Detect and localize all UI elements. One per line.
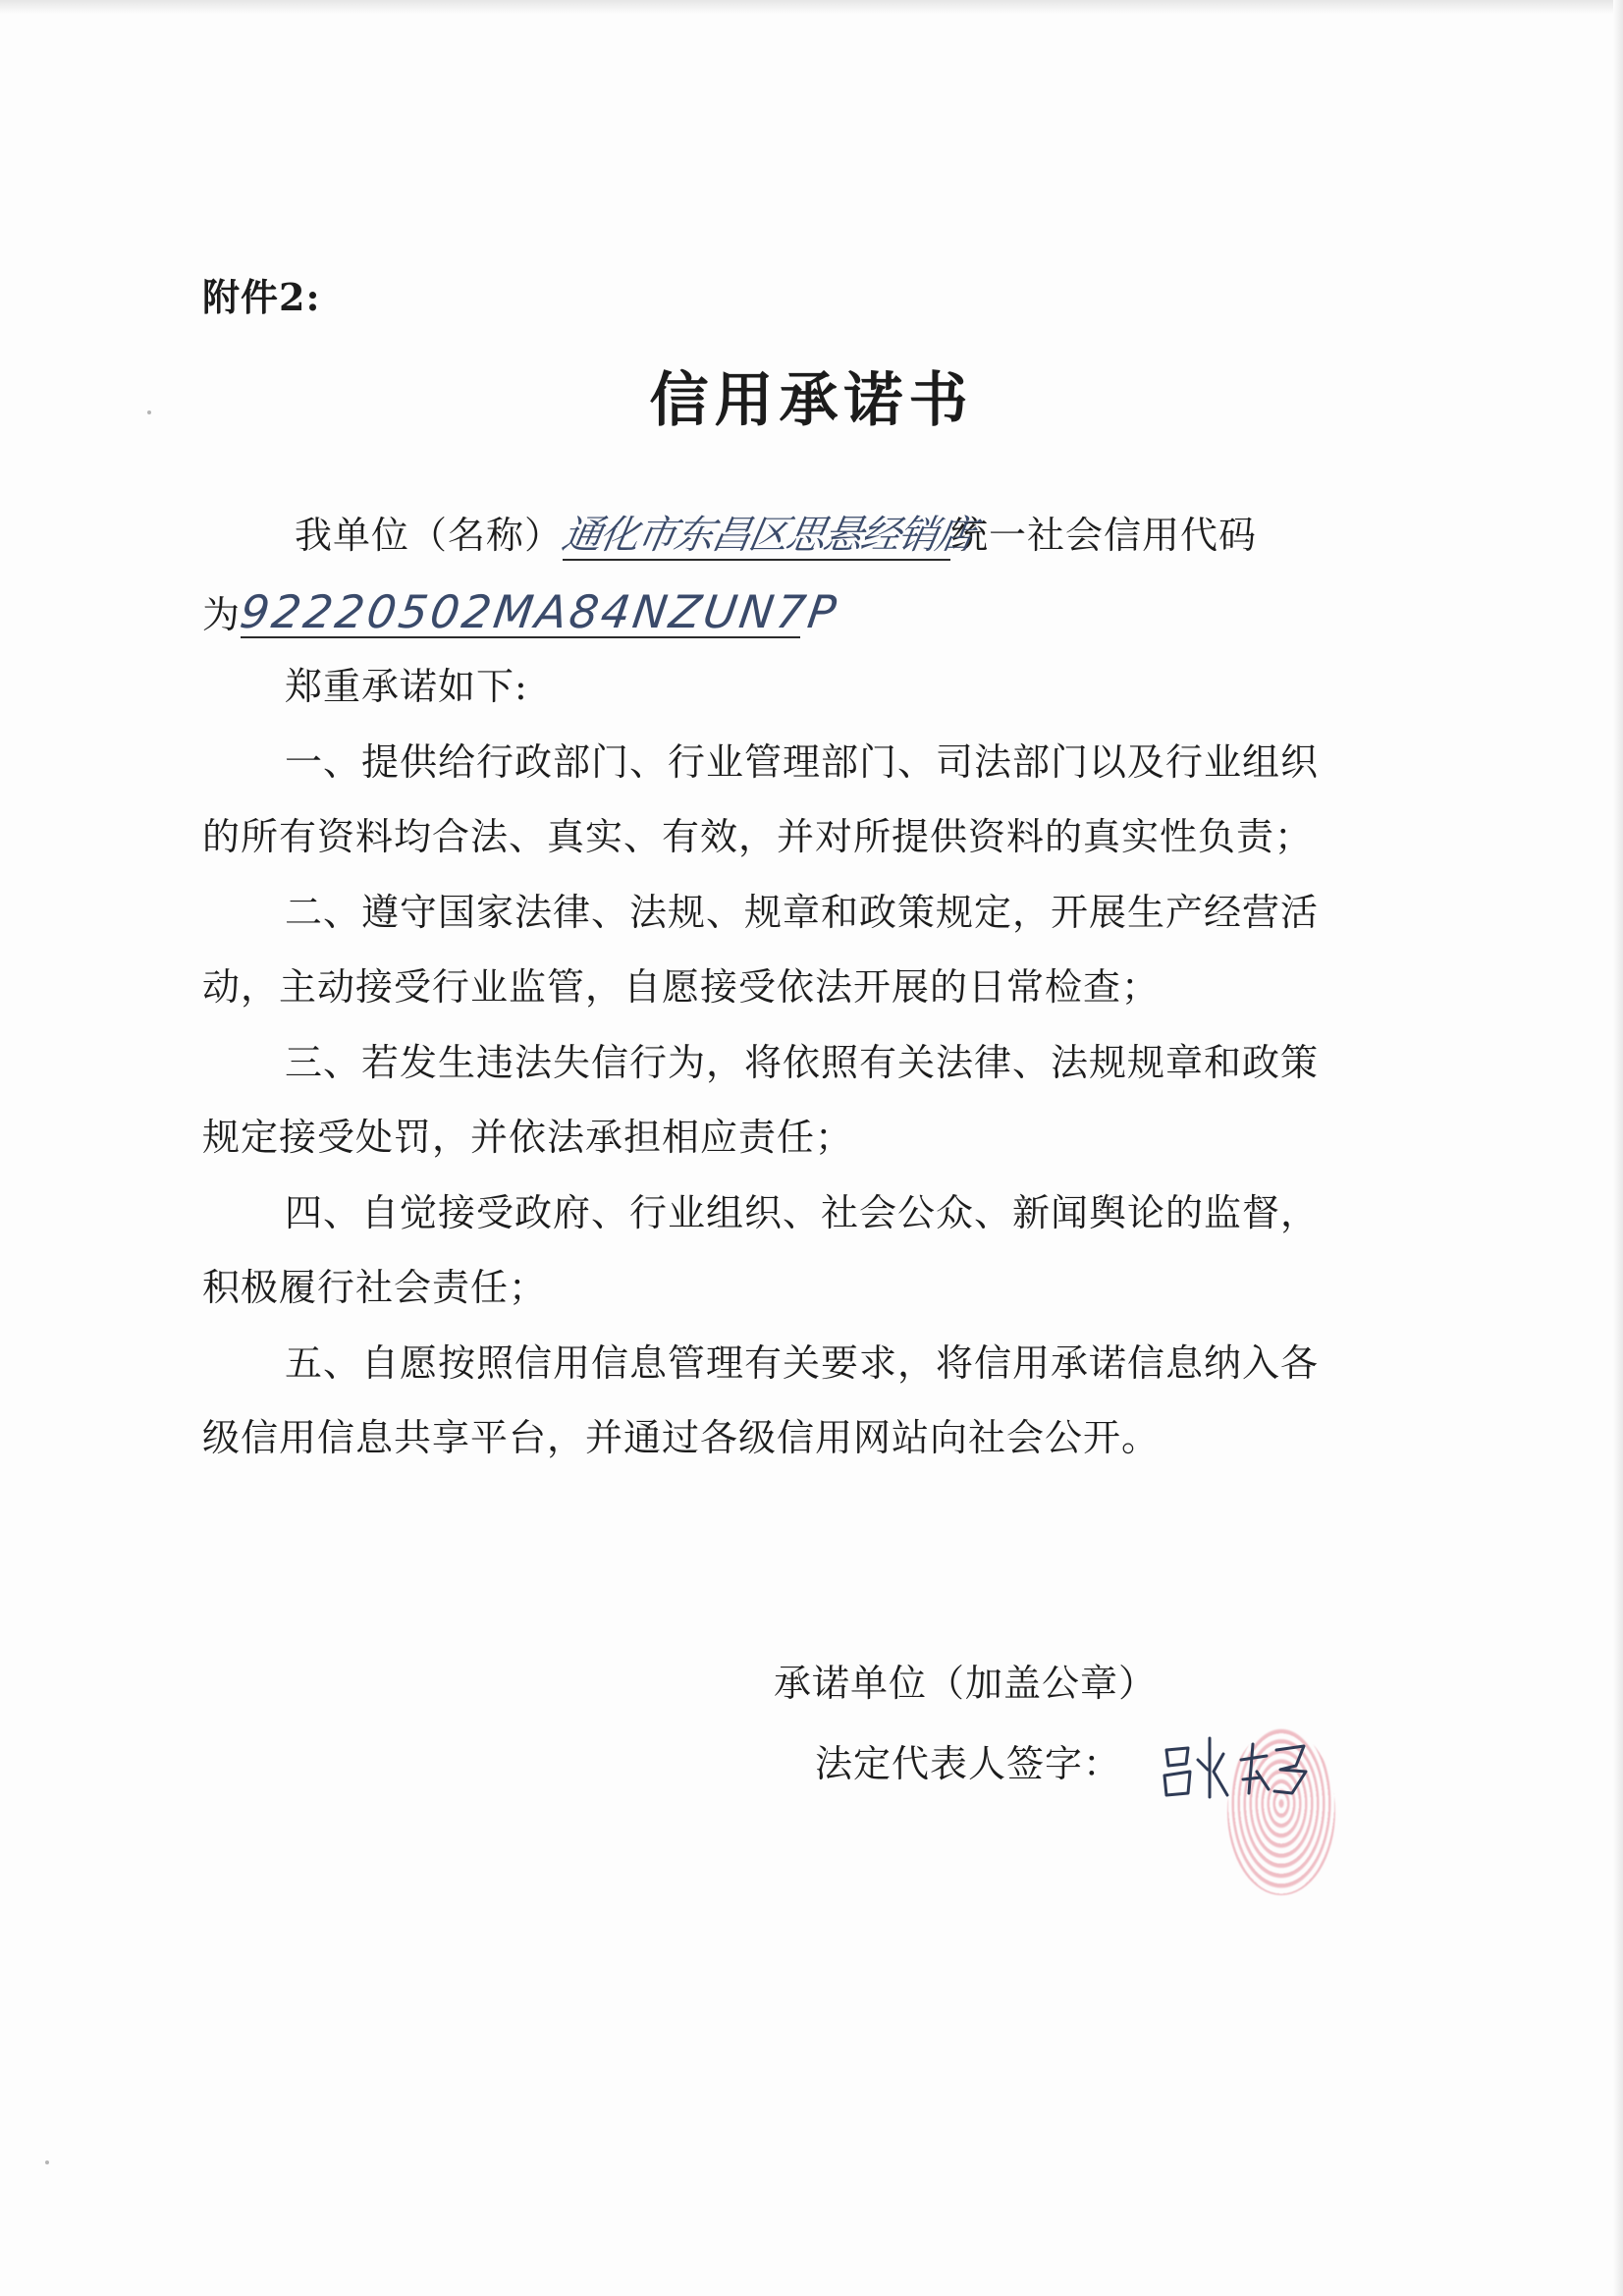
intro-line-1 <box>295 513 1258 561</box>
credit-code-field <box>237 585 842 638</box>
body-line: 二、遵守国家法律、法规、规章和政策规定，开展生产经营活 <box>285 891 1320 934</box>
body-line: 一、提供给行政部门、行业管理部门、司法部门以及行业组织 <box>285 740 1320 784</box>
company-name-handwritten: 通化市东昌区思悬经销店 <box>558 513 978 558</box>
body-line: 级信用信息共享平台，并通过各级信用网站向社会公开。 <box>202 1416 1161 1459</box>
handwritten-signature <box>1159 1721 1316 1809</box>
body-line: 积极履行社会责任； <box>202 1266 548 1309</box>
scan-speck <box>45 2160 49 2164</box>
intro-line-2 <box>202 585 842 638</box>
body-line: 五、自愿按照信用信息管理有关要求，将信用承诺信息纳入各 <box>285 1341 1320 1385</box>
body-line: 的所有资料均合法、真实、有效，并对所提供资料的真实性负责； <box>202 815 1314 858</box>
scan-edge <box>1613 0 1623 2296</box>
intro-prefix: 我单位（名称） <box>295 514 564 557</box>
code-prefix: 为 <box>202 593 242 636</box>
unit-seal-label: 承诺单位（加盖公章） <box>774 1662 1158 1705</box>
document-title: 信用承诺书 <box>649 366 974 435</box>
representative-label: 法定代表人签字： <box>815 1742 1122 1785</box>
credit-code-handwritten: 92220502MA84NZUN7P <box>237 585 842 638</box>
intro-suffix: 统一社会信用代码 <box>950 514 1258 557</box>
body-line: 规定接受处罚，并依法承担相应责任； <box>202 1116 854 1159</box>
body-line: 四、自觉接受政府、行业组织、社会公众、新闻舆论的监督， <box>285 1191 1320 1234</box>
body-line: 动，主动接受行业监管，自愿接受依法开展的日常检查； <box>202 965 1161 1009</box>
attachment-label: 附件2: <box>202 275 321 319</box>
body-line: 三、若发生违法失信行为，将依照有关法律、法规规章和政策 <box>285 1041 1320 1084</box>
company-name-field <box>558 513 978 561</box>
declaration-line: 郑重承诺如下: <box>285 665 528 708</box>
scan-edge <box>0 0 1623 14</box>
